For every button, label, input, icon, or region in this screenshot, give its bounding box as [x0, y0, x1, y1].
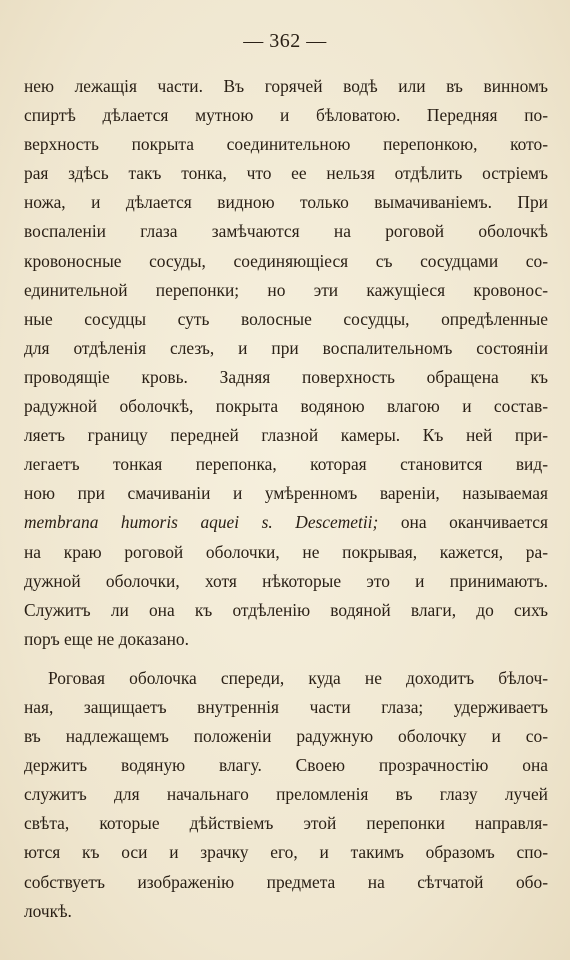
text-line: держитъ водяную влагу. Своею прозрачностію она: [24, 755, 548, 776]
latin-term: membrana humoris aquei s. Descemetii;: [24, 512, 379, 533]
text-line: радужной оболочкѣ, покрыта водяною влагою и состав-: [24, 396, 548, 417]
text-line: лочкѣ.: [24, 900, 72, 921]
text-line: легаетъ тонкая перепонка, которая становится вид-: [24, 454, 548, 475]
paragraph-gap: [24, 654, 548, 664]
text-line: ются къ оси и зрачку его, и такимъ образомъ спо-: [24, 842, 548, 863]
text-line: ная, защищаетъ внутреннія части глаза; удерживаетъ: [24, 696, 548, 717]
text-line: кровоносные сосуды, соединяющіеся съ сосудцами со-: [24, 250, 548, 271]
text-line: собствуетъ изображенію предмета на сѣтчатой обо-: [24, 871, 548, 892]
text-line: воспаленіи глаза замѣчаются на роговой оболочкѣ: [24, 221, 548, 242]
text-line: ною при смачиваніи и умѣренномъ вареніи, называемая: [24, 483, 548, 504]
paragraph-1: [24, 72, 548, 654]
page-number: — 362 —: [243, 30, 327, 52]
text-line: спиртѣ дѣлается мутною и бѣловатою. Передняя по-: [24, 105, 548, 126]
text-line: на краю роговой оболочки, не покрывая, кажется, ра-: [24, 541, 548, 562]
text-line: нею лежащія части. Въ горячей водѣ или въ винномъ: [24, 76, 548, 96]
text-line: Служитъ ли она къ отдѣленію водяной влаги, до сихъ: [24, 599, 548, 620]
text-body: [24, 72, 548, 926]
text-line: дужной оболочки, хотя нѣкоторые это и принимаютъ.: [24, 570, 548, 591]
text-line: рая здѣсь такъ тонка, что ее нельзя отдѣлить остріемъ: [24, 163, 548, 184]
latin-term-line: [24, 508, 548, 537]
latin-line-rest: она оканчивается: [378, 512, 548, 533]
text-line: ножа, и дѣлается видною только вымачиваніемъ. При: [24, 192, 548, 213]
text-line: поръ еще не доказано.: [24, 628, 189, 649]
text-line: служитъ для начальнаго преломленія въ глазу лучей: [24, 784, 548, 805]
text-line: Роговая оболочка спереди, куда не доходитъ бѣлоч-: [48, 667, 548, 688]
text-line: для отдѣленія слезъ, и при воспалительномъ состояніи: [24, 337, 548, 358]
text-line: свѣта, которые дѣйствіемъ этой перепонки направля-: [24, 813, 548, 834]
text-line: ные сосудцы суть волосные сосудцы, опредѣленные: [24, 308, 548, 329]
text-line: ляетъ границу передней глазной камеры. Къ ней при-: [24, 425, 548, 446]
text-line: въ надлежащемъ положеніи радужную оболочку и со-: [24, 726, 548, 747]
text-line: верхность покрыта соединительною перепонкою, кото-: [24, 134, 548, 155]
text-line: проводящіе кровь. Задняя поверхность обращена къ: [24, 366, 548, 387]
paragraph-2: [24, 664, 548, 926]
text-line: единительной перепонки; но эти кажущіеся кровонос-: [24, 279, 548, 300]
